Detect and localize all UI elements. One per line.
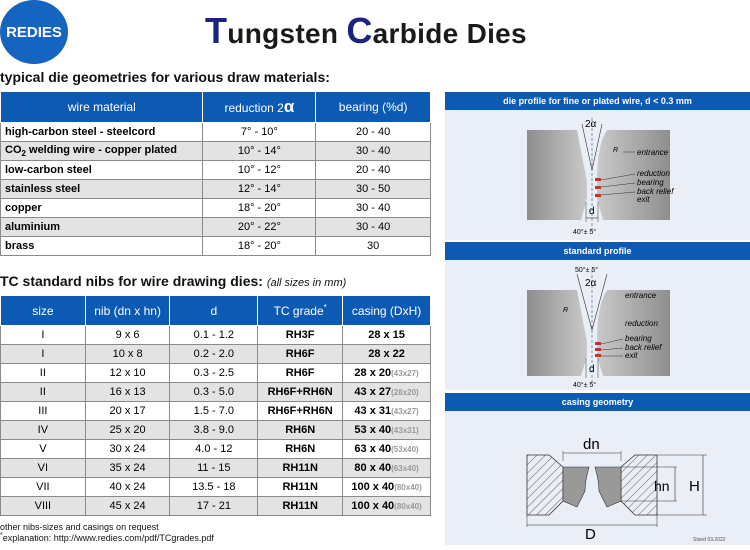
col-header-bearing: bearing (%d) [316,92,431,123]
redies-logo: REDIES [0,0,68,64]
svg-text:40°± 5°: 40°± 5° [573,229,597,236]
die-geometry-table [0,91,431,256]
table-row: low-carbon steel 10° - 12° 20 - 40 [1,161,431,180]
svg-text:entrance: entrance [637,148,669,157]
svg-text:reduction: reduction [637,169,670,178]
table-row: III 20 x 17 1.5 - 7.0 RH6F+RH6N 43 x 31(43x27) [1,402,431,421]
table-row: copper 18° - 20° 30 - 40 [1,199,431,218]
panel-standard-profile [445,242,750,390]
svg-text:reduction: reduction [625,319,658,328]
panel-fine-wire-profile [445,92,750,240]
col-header-casing: casing (DxH) [343,296,431,326]
table-row: VI 35 x 24 11 - 15 RH11N 80 x 40(63x40) [1,459,431,478]
svg-text:R: R [613,147,619,154]
table-row: IV 25 x 20 3.8 - 9.0 RH6N 53 x 40(43x31) [1,421,431,440]
panel-title: die profile for fine or plated wire, d < 0.3 mm [445,92,750,110]
casing-geometry-diagram [445,411,750,545]
table-row: VIII 45 x 24 17 - 21 RH11N 100 x 40(80x40) [1,497,431,516]
svg-text:H: H [689,478,700,495]
svg-text:40°± 5°: 40°± 5° [573,382,597,389]
table-row: high-carbon steel - steelcord 7° - 10° 20 - 40 [1,123,431,142]
table-row: $CO_2$ welding wire - copper plated 10° - 14° 30 - 40 [1,142,431,161]
svg-text:2α: 2α [585,119,597,130]
svg-text:bearing: bearing [637,178,664,187]
col-header-grade: TC grade* [258,296,343,326]
svg-text:2α: 2α [585,278,597,289]
table-row: II 12 x 10 0.3 - 2.5 RH6F 28 x 20(43x27) [1,364,431,383]
nib-sizes-table [0,295,431,516]
footnote-request: other nibs-sizes and casings on request [0,522,159,532]
panel-casing-geometry [445,393,750,545]
col-header-nib: nib (dn x hn) [85,296,170,326]
table-row: I 10 x 8 0.2 - 2.0 RH6F 28 x 22 [1,345,431,364]
svg-text:bearing: bearing [625,334,652,343]
table-row: brass 18° - 20° 30 [1,237,431,256]
table-row: stainless steel 12° - 14° 30 - 50 [1,180,431,199]
svg-text:entrance: entrance [625,291,657,300]
svg-text:Stand 03.2022: Stand 03.2022 [693,537,726,543]
panel-title: standard profile [445,242,750,260]
svg-text:D: D [585,526,596,543]
table-row: VII 40 x 24 13.5 - 18 RH11N 100 x 40(80x40) [1,478,431,497]
footnote-explanation: *explanation: http://www.redies.com/pdf/TCgrades.pdf [0,532,214,543]
svg-text:back relief: back relief [637,187,674,196]
svg-text:hn: hn [654,478,670,494]
fine-wire-die-diagram [445,110,750,240]
table-row: aluminium 20° - 22° 30 - 40 [1,218,431,237]
table-row: V 30 x 24 4.0 - 12 RH6N 63 x 40(53x40) [1,440,431,459]
table-row: I 9 x 6 0.1 - 1.2 RH3F 28 x 15 [1,326,431,345]
col-header-size: size [1,296,86,326]
svg-text:50°± 5°: 50°± 5° [575,267,599,274]
svg-text:back relief: back relief [625,343,662,352]
section-heading-nibs: TC standard nibs for wire drawing dies: (all sizes in mm) [0,273,347,289]
svg-text:exit: exit [637,195,650,204]
svg-text:d: d [589,364,595,375]
page-title: Tungsten Carbide Dies [205,10,527,51]
table-row: II 16 x 13 0.3 - 5.0 RH6F+RH6N 43 x 27(28x20) [1,383,431,402]
standard-die-diagram [445,260,750,390]
panel-title: casing geometry [445,393,750,411]
svg-text:exit: exit [625,351,638,360]
col-header-d: d [170,296,258,326]
col-header-reduction: reduction 2α [203,92,316,123]
svg-text:d: d [589,206,595,217]
section-heading-geometries: typical die geometries for various draw materials: [0,69,330,85]
svg-text:dn: dn [583,436,600,453]
svg-text:R: R [563,307,569,314]
col-header-material: wire material [1,92,203,123]
